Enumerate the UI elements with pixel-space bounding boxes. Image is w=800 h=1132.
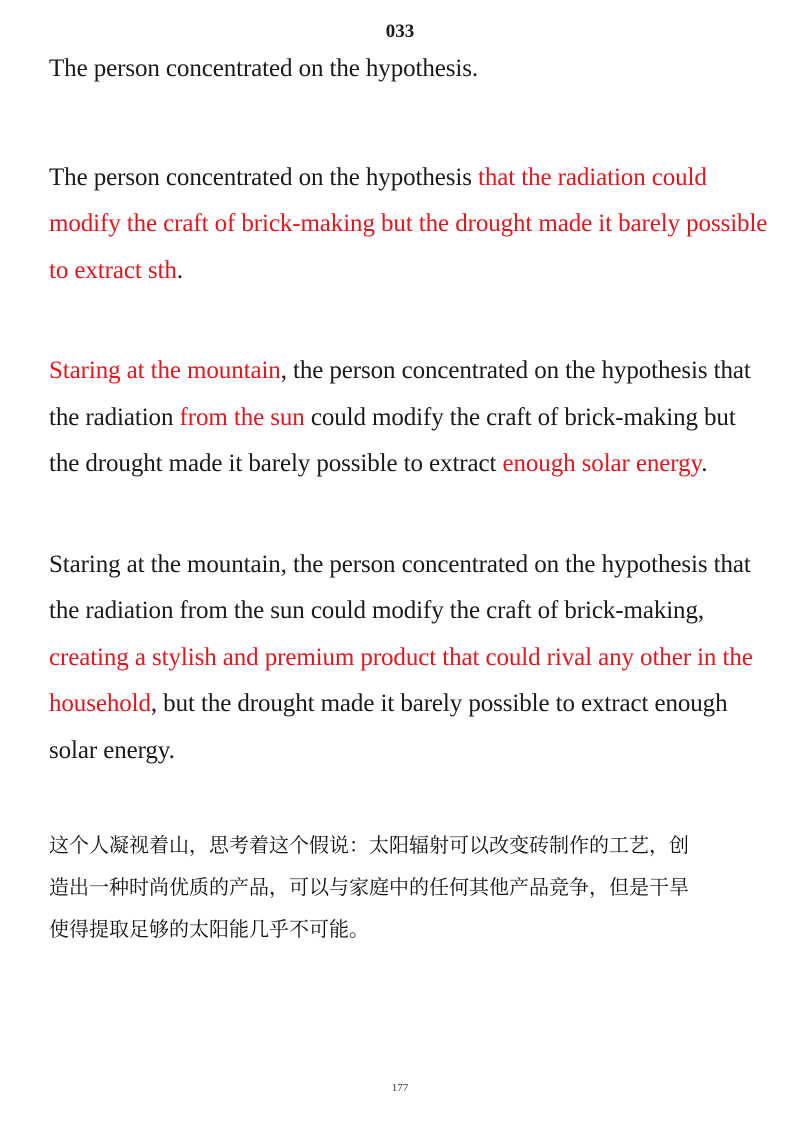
paragraph-expanded-sentence-2 xyxy=(49,348,769,488)
base-sentence-text: The person concentrated on the hypothesis. xyxy=(49,55,479,82)
sentence-segment-highlight: creating a stylish and premium product that could rival any other in the household xyxy=(49,643,753,717)
chinese-translation xyxy=(49,824,769,950)
sentence-segment-highlight: enough solar energy xyxy=(502,450,702,477)
sentence-segment-plain: , the person concentrated on the hypothesis that the radiation xyxy=(49,357,751,431)
sentence-segment-highlight: from the sun xyxy=(179,403,305,431)
section-number: 033 xyxy=(385,21,415,42)
paragraph-base-sentence xyxy=(49,46,769,93)
translation-line: 造出一种时尚优质的产品，可以与家庭中的任何其他产品竞争，但是干旱 xyxy=(49,875,689,899)
paragraph-expanded-sentence-3 xyxy=(49,542,769,775)
sentence-segment-highlight: Staring at the mountain xyxy=(49,357,281,384)
sentence-segment-plain: Staring at the mountain, the person concentrated on the hypothesis that the radiation from the sun could modify the craft of brick-making, xyxy=(49,550,751,624)
page-number: 177 xyxy=(391,1082,409,1094)
sentence-segment-highlight: that the radiation could modify the craft of brick-making but the drought made it barely possible to extract sth xyxy=(49,163,768,284)
translation-line: 使得提取足够的太阳能几乎不可能。 xyxy=(49,917,369,941)
paragraph-expanded-sentence-1 xyxy=(49,155,769,295)
sentence-segment-plain: could modify the craft of brick-making but the drought made it barely possible to extract xyxy=(49,403,736,477)
translation-line: 这个人凝视着山，思考着这个假说：太阳辐射可以改变砖制作的工艺，创 xyxy=(49,833,689,857)
sentence-segment-plain: The person concentrated on the hypothesis xyxy=(49,163,479,191)
document-body xyxy=(49,46,769,950)
sentence-segment-plain: , but the drought made it barely possible to extract enough solar energy. xyxy=(49,690,728,764)
sentence-segment-plain: . xyxy=(176,256,183,284)
sentence-segment-plain: . xyxy=(701,450,708,477)
